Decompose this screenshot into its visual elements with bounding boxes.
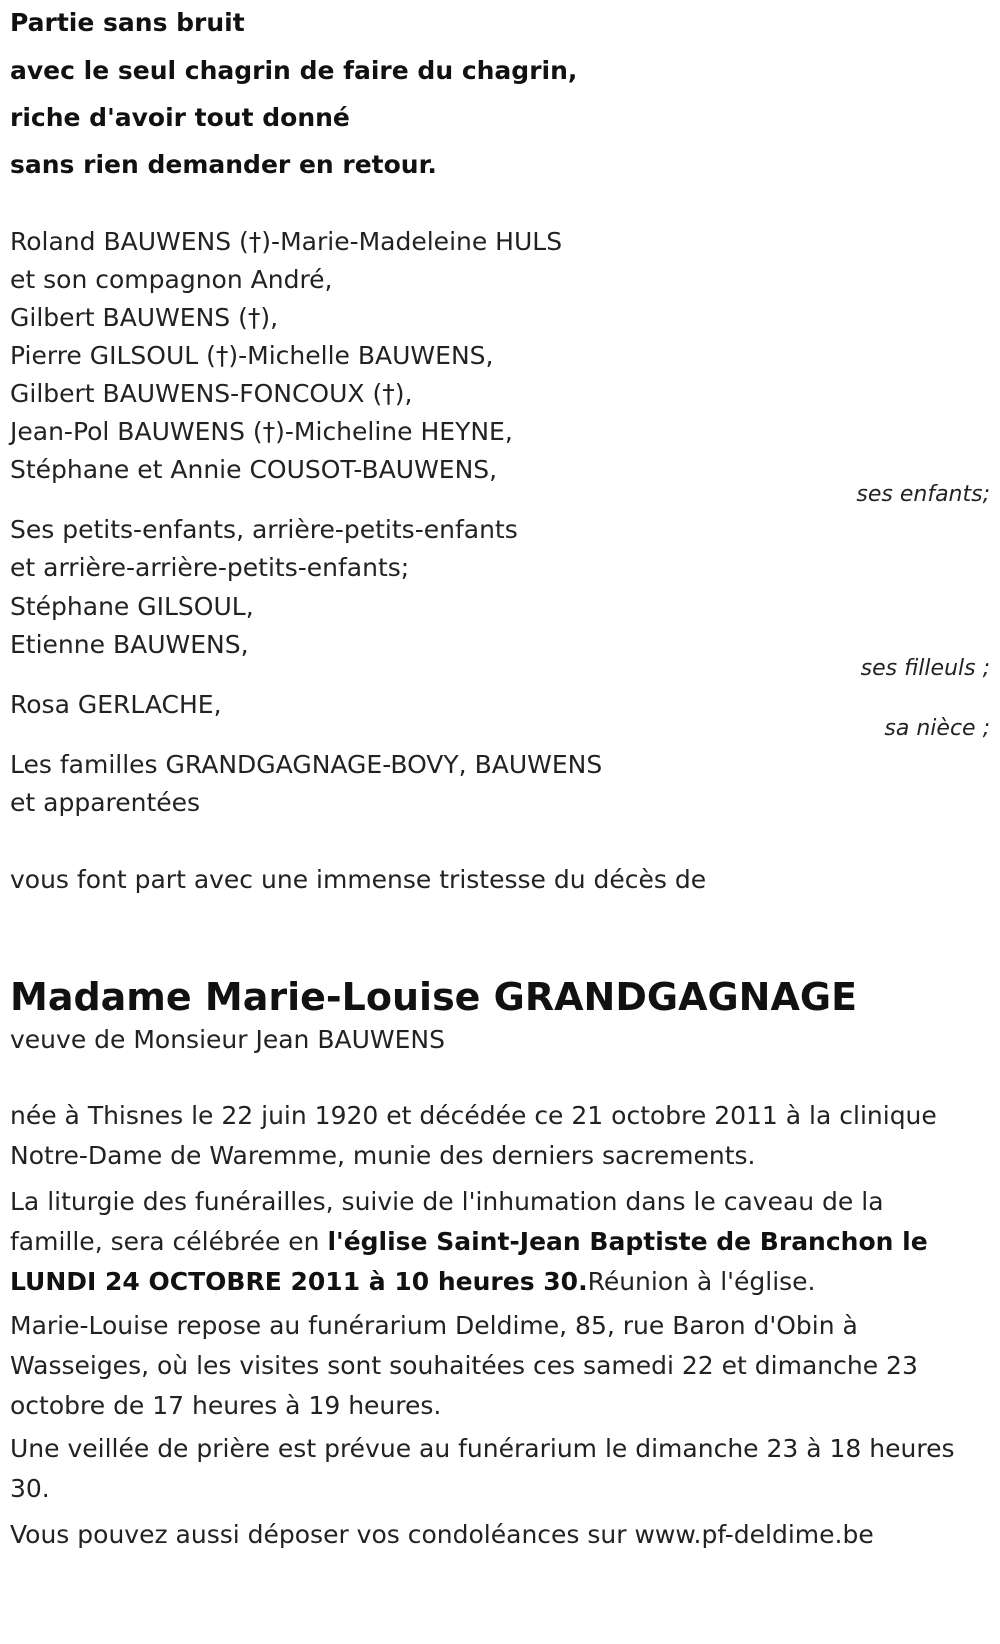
- poem-line: avec le seul chagrin de faire du chagrin,: [10, 56, 578, 85]
- child-line: et son compagnon André,: [10, 265, 333, 294]
- deceased-name: Madame Marie-Louise GRANDGAGNAGE: [10, 975, 858, 1019]
- families-line: et apparentées: [10, 788, 201, 817]
- niece-relation: sa nièce ;: [884, 716, 990, 741]
- poem-line: riche d'avoir tout donné: [10, 103, 350, 132]
- announcement: vous font part avec une immense tristesse du décès de: [10, 865, 707, 894]
- funerarium-paragraph: Marie-Louise repose au funérarium Deldime, 85, rue Baron d'Obin à Wasseiges, où les visites sont souhaitées ces samedi 22 et dimanche 23 octobre de 17 heures à 19 heures.: [10, 1311, 918, 1420]
- godchild-line: Etienne BAUWENS,: [10, 630, 249, 659]
- children-relation: ses enfants;: [856, 482, 990, 507]
- poem-line: Partie sans bruit: [10, 8, 245, 37]
- child-line: Jean-Pol BAUWENS (†)-Micheline HEYNE,: [10, 417, 513, 446]
- godchildren-relation: ses filleuls ;: [860, 656, 990, 681]
- vigil-paragraph: Une veillée de prière est prévue au funérarium le dimanche 23 à 18 heures 30.: [10, 1434, 955, 1503]
- condolences-paragraph: Vous pouvez aussi déposer vos condoléances sur www.pf-deldime.be: [10, 1520, 874, 1549]
- liturgy-paragraph: [10, 1182, 970, 1302]
- child-line: Stéphane et Annie COUSOT-BAUWENS,: [10, 455, 498, 484]
- families-line: Les familles GRANDGAGNAGE-BOVY, BAUWENS: [10, 750, 603, 779]
- liturgy-meeting: Réunion à l'église.: [587, 1267, 816, 1296]
- child-line: Roland BAUWENS (†)-Marie-Madeleine HULS: [10, 227, 563, 256]
- niece-line: Rosa GERLACHE,: [10, 690, 222, 719]
- child-line: Gilbert BAUWENS (†),: [10, 303, 279, 332]
- liturgy-intro: La liturgie des funérailles, suivie de l'inhumation dans le caveau de la famille, sera célébrée en: [10, 1187, 884, 1256]
- poem-line: sans rien demander en retour.: [10, 150, 437, 179]
- birth-death-paragraph: née à Thisnes le 22 juin 1920 et décédée ce 21 octobre 2011 à la clinique Notre-Dame de Waremme, munie des derniers sacrements.: [10, 1101, 937, 1170]
- godchild-line: Stéphane GILSOUL,: [10, 592, 254, 621]
- child-line: Pierre GILSOUL (†)-Michelle BAUWENS,: [10, 341, 494, 370]
- child-line: Gilbert BAUWENS-FONCOUX (†),: [10, 379, 413, 408]
- widow-of: veuve de Monsieur Jean BAUWENS: [10, 1025, 445, 1054]
- liturgy-place-date: l'église Saint-Jean Baptiste de Branchon le LUNDI 24 OCTOBRE 2011 à 10 heures 30.: [10, 1227, 928, 1296]
- grandchildren-line: et arrière-arrière-petits-enfants;: [10, 553, 410, 582]
- grandchildren-line: Ses petits-enfants, arrière-petits-enfants: [10, 515, 518, 544]
